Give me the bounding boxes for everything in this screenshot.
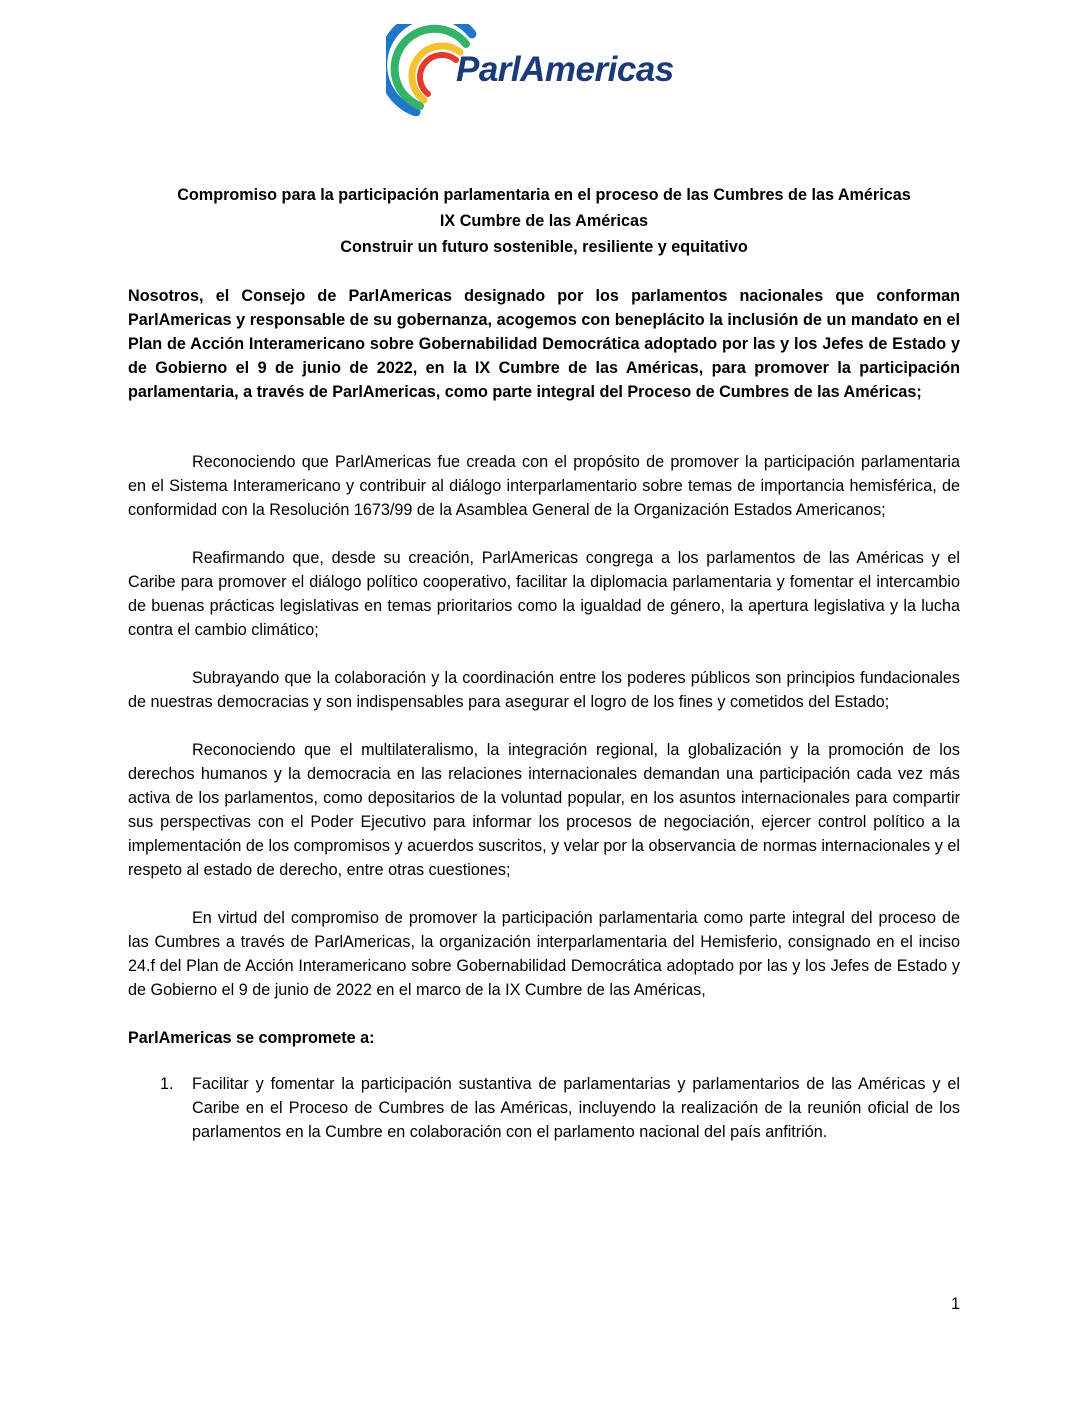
commitment-list: [128, 1072, 960, 1144]
title-line-1: Compromiso para la participación parlamentaria en el proceso de las Cumbres de las Américas: [177, 186, 911, 204]
paragraph-reafirmando: Reafirmando que, desde su creación, ParlAmericas congrega a los parlamentos de las Américas y el Caribe para promover el diálogo político cooperativo, facilitar la diplomacia parlamentaria y fomentar el intercambio de buenas prácticas legislativas en temas prioritarios como la igualdad de género, la apertura legislativa y la lucha contra el cambio climático;: [128, 549, 960, 639]
page-number: 1: [950, 1295, 960, 1313]
title-line-2: IX Cumbre de las Américas: [439, 212, 649, 230]
document-title: [128, 182, 960, 260]
paragraph-subrayando: Subrayando que la colaboración y la coordinación entre los poderes públicos son principios fundacionales de nuestras democracias y son indispensables para asegurar el logro de los fines y cometidos del Estado;: [128, 669, 960, 711]
list-item-number: 1.: [160, 1075, 174, 1093]
intro-paragraph: Nosotros, el Consejo de ParlAmericas designado por los parlamentos nacionales que conforman ParlAmericas y responsable de su gobernanza, acogemos con beneplácito la inclusión de un mandato en el Plan de Acción Interamericano sobre Gobernabilidad Democrática adoptado por las y los Jefes de Estado y de Gobierno el 9 de junio de 2022, en la IX Cumbre de las Américas, para promover la participación parlamentaria, a través de ParlAmericas, como parte integral del Proceso de Cumbres de las Américas;: [128, 287, 960, 401]
paragraph-en-virtud: En virtud del compromiso de promover la participación parlamentaria como parte integral del proceso de las Cumbres a través de ParlAmericas, la organización interparlamentaria del Hemisferio, consignado en el inciso 24.f del Plan de Acción Interamericano sobre Gobernabilidad Democrática adoptado por las y los Jefes de Estado y de Gobierno el 9 de junio de 2022 en el marco de la IX Cumbre de las Américas,: [128, 909, 960, 999]
document-body: [128, 182, 960, 1144]
title-line-3: Construir un futuro sostenible, resiliente y equitativo: [340, 238, 748, 256]
paragraph-reconociendo-2: Reconociendo que el multilateralismo, la integración regional, la globalización y la promoción de los derechos humanos y la democracia en las relaciones internacionales demandan una participación cada vez más activa de los parlamentos, como depositarios de la voluntad popular, en los asuntos internacionales para compartir sus perspectivas con el Poder Ejecutivo para informar los procesos de negociación, ejercer control político a la implementación de los compromisos y acuerdos suscritos, y velar por la observancia de normas internacionales y el respeto al estado de derecho, entre otras cuestiones;: [128, 741, 960, 879]
logo-wordmark: ParlAmericas: [456, 50, 674, 89]
paragraph-reconociendo-1: Reconociendo que ParlAmericas fue creada con el propósito de promover la participación parlamentaria en el Sistema Interamericano y contribuir al diálogo interparlamentario sobre temas de importancia hemisférica, de conformidad con la Resolución 1673/99 de la Asamblea General de la Organización Estados Americanos;: [128, 453, 960, 519]
commitment-heading: ParlAmericas se compromete a:: [128, 1029, 375, 1047]
list-item-text: Facilitar y fomentar la participación sustantiva de parlamentarias y parlamentarios de las Américas y el Caribe en el Proceso de Cumbres de las Américas, incluyendo la realización de la reunión oficial de los parlamentos en la Cumbre en colaboración con el parlamento nacional del país anfitrión.: [192, 1075, 960, 1141]
list-item: [128, 1072, 960, 1144]
parlamericas-logo: [386, 24, 702, 116]
